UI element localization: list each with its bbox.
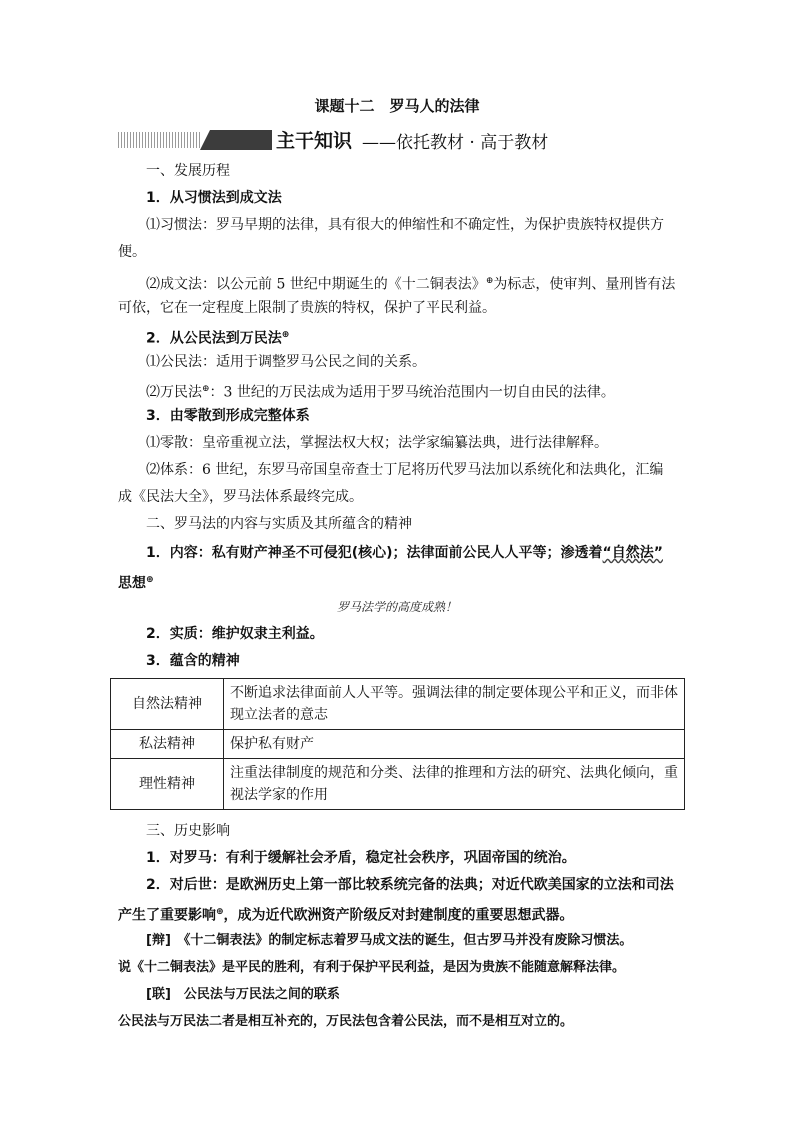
page-title: 课题十二 罗马人的法律 (314, 97, 480, 115)
note-lian-title: 公民法与万民法之间的联系 (183, 987, 340, 1002)
para-scattered: ⑴零散：皇帝重视立法，掌握法权大权；法学家编纂法典，进行法律解释。 (146, 435, 608, 451)
mark-icon: ⊕ (202, 384, 210, 394)
mark-icon: ⊕ (146, 575, 154, 585)
heading-content: 二、罗马法的内容与实质及其所蕴含的精神 (146, 516, 412, 532)
table-cell-name: 自然法精神 (111, 679, 224, 730)
note-bian-a: 《十二铜表法》的制定标志着罗马成文法的诞生，但古罗马并没有废除习惯法。 (183, 933, 633, 948)
para-system-1: ⑵体系：6 世纪，东罗马帝国皇帝查士丁尼将历代罗马法加以系统化和法典化，汇编 (146, 462, 664, 478)
banner-subtitle: ——依托教材 · 高于教材 (362, 133, 549, 153)
para-system-2: 成《民法大全》，罗马法体系最终完成。 (118, 489, 363, 505)
note-bian-tag: [辩] (146, 933, 171, 948)
heading-influence: 三、历史影响 (146, 823, 230, 839)
table-cell-name: 私法精神 (111, 730, 224, 759)
subheading-spirit: 3．蕴含的精神 (146, 653, 240, 669)
heading-development: 一、发展历程 (146, 163, 230, 179)
para-written-law-1b: 为标志，使审判、量刑皆有法 (493, 276, 676, 293)
para-ius-gentium-a: ⑵万民法 (146, 384, 202, 401)
section-banner (118, 126, 678, 154)
para-influence-rome: 1．对罗马：有利于缓解社会矛盾，稳定社会秩序，巩固帝国的统治。 (146, 850, 576, 866)
para-civil-law: ⑴公民法：适用于调整罗马公民之间的关系。 (146, 354, 426, 370)
para-influence-later-2a: 产生了重要影响 (118, 907, 216, 924)
table-cell-name: 理性精神 (111, 759, 224, 810)
note-bian-2: 说《十二铜表法》是平民的胜利，有利于保护平民利益，是因为贵族不能随意解释法律。 (118, 960, 626, 975)
table-cell-desc: 不断追求法律面前人人平等。强调法律的制定要体现公平和正义，而非体现立法者的意志 (224, 679, 685, 730)
para-essence: 2．实质：维护奴隶主利益。 (146, 626, 324, 642)
table-cell-desc: 保护私有财产 (224, 730, 685, 759)
table-cell-desc: 注重法律制度的规范和分类、法律的推理和方法的研究、法典化倾向，重视法学家的作用 (224, 759, 685, 810)
para-content-2-text: 思想 (118, 575, 146, 592)
para-content-2 (118, 571, 154, 593)
mark-icon: ⊕ (485, 276, 494, 286)
mark-icon: ⊕ (281, 330, 290, 340)
para-ius-gentium-b: ：3 世纪的万民法成为适用于罗马统治范围内一切自由民的法律。 (209, 384, 615, 401)
banner-hatch (118, 132, 200, 148)
para-influence-later-1: 2．对后世：是欧洲历史上第一部比较系统完备的法典；对近代欧美国家的立法和司法 (146, 877, 674, 893)
table-row (111, 759, 685, 810)
banner-heading: 主干知识 (276, 130, 353, 152)
mark-icon: ⊕ (216, 907, 224, 917)
subheading-2 (146, 326, 289, 348)
table-row (111, 679, 685, 730)
para-custom-law-2: 便。 (118, 244, 146, 260)
subheading-3: 3．由零散到形成完整体系 (146, 408, 310, 424)
para-influence-later-2b: ，成为近代欧洲资产阶级反对封建制度的重要思想武器。 (223, 907, 574, 924)
subheading-1: 1．从习惯法到成文法 (146, 190, 282, 206)
note-lian-body: 公民法与万民法二者是相互补充的，万民法包含着公民法，而不是相互对立的。 (118, 1014, 574, 1029)
para-content-1a: 1．内容：私有财产神圣不可侵犯(核心)；法律面前公民人人平等；渗透着 (146, 545, 603, 561)
para-written-law-2: 可依，它在一定程度上限制了贵族的特权，保护了平民利益。 (118, 300, 496, 316)
para-influence-later-2 (118, 903, 574, 925)
banner-bar (200, 130, 272, 150)
handwritten-note: 罗马法学的高度成熟！ (336, 600, 457, 614)
note-lian-tag: [联] (146, 987, 171, 1002)
para-ius-gentium (146, 380, 615, 402)
table-row (111, 730, 685, 759)
spirit-table (110, 678, 685, 810)
natural-law-term: “自然法” (602, 545, 663, 561)
para-content-1 (146, 544, 663, 562)
note-lian-heading (146, 986, 340, 1004)
para-custom-law-1: ⑴习惯法：罗马早期的法律，具有很大的伸缩性和不确定性，为保护贵族特权提供方 (146, 217, 664, 233)
para-written-law-1 (146, 272, 675, 294)
note-bian-1 (146, 932, 632, 950)
para-written-law-1a: ⑵成文法：以公元前 5 世纪中期诞生的《十二铜表法》 (146, 276, 486, 293)
subheading-2-text: 2．从公民法到万民法 (146, 330, 282, 347)
